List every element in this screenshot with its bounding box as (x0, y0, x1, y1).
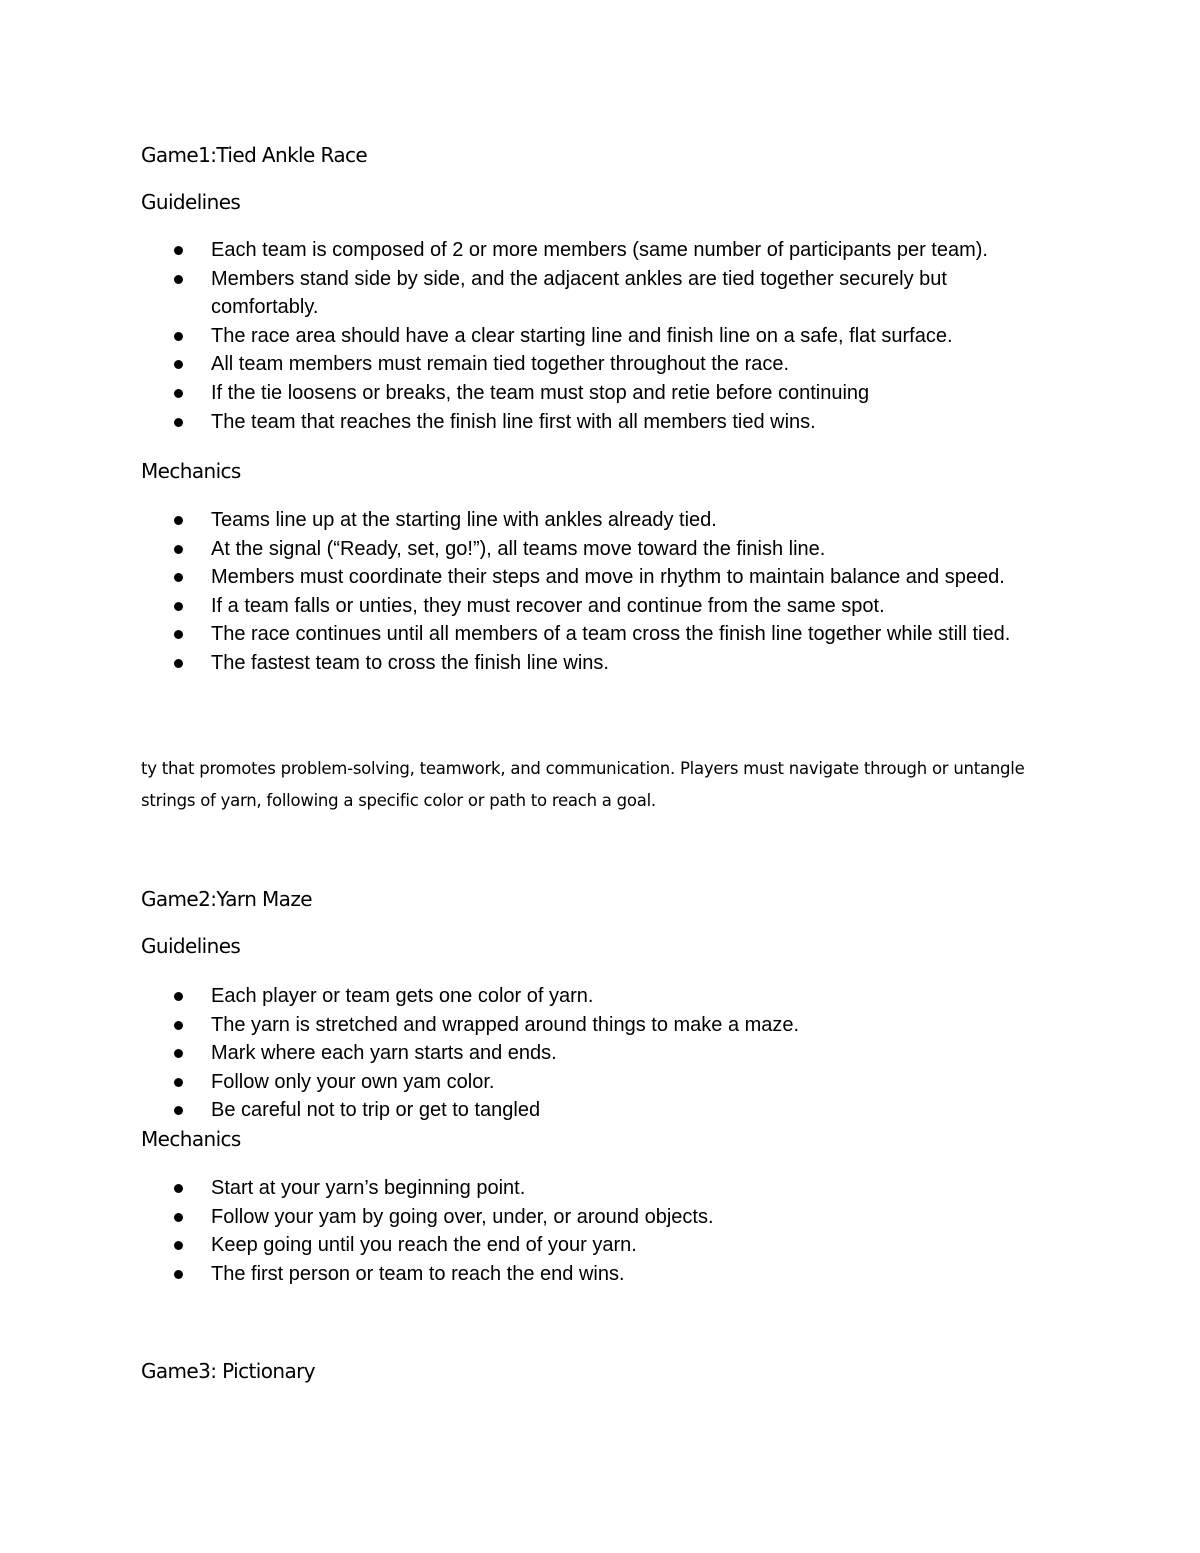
bullet-icon (174, 1270, 183, 1279)
bullet-icon (174, 246, 183, 255)
game1-mechanics-list (0, 506, 1200, 678)
bullet-icon (174, 332, 183, 341)
bullet-icon (174, 992, 183, 1001)
list-item: Start at your yarn’s beginning point. (0, 1174, 1200, 1203)
bullet-icon (174, 602, 183, 611)
list-item: Each team is composed of 2 or more members (same number of participants per team). (0, 236, 1200, 265)
bullet-icon (174, 1078, 183, 1087)
game1-note-paragraph: ty that promotes problem-solving, teamwork, and communication. Players must navigate through or untangle strings of yarn, following a specific color or path to reach a goal. (141, 759, 1025, 810)
list-item: Teams line up at the starting line with ankles already tied. (0, 506, 1200, 535)
bullet-icon (174, 360, 183, 369)
bullet-icon (174, 573, 183, 582)
bullet-icon (174, 1213, 183, 1222)
bullet-icon (174, 1021, 183, 1030)
bullet-icon (174, 545, 183, 554)
game2-mechanics-list (0, 1174, 1200, 1288)
bullet-icon (174, 275, 183, 284)
list-item: The first person or team to reach the end wins. (0, 1260, 1200, 1289)
bullet-icon (174, 1184, 183, 1193)
game2-mechanics-heading: Mechanics (141, 1127, 241, 1151)
list-item: Members stand side by side, and the adjacent ankles are tied together securely but comfortably. (0, 265, 1200, 322)
list-item: At the signal (“Ready, set, go!”), all teams move toward the finish line. (0, 535, 1200, 564)
bullet-icon (174, 1049, 183, 1058)
game1-guidelines-list (0, 236, 1200, 436)
list-item: Be careful not to trip or get to tangled (0, 1096, 1200, 1125)
game2-guidelines-heading: Guidelines (141, 934, 241, 958)
list-item: If a team falls or unties, they must recover and continue from the same spot. (0, 592, 1200, 621)
bullet-icon (174, 516, 183, 525)
bullet-icon (174, 1106, 183, 1115)
game1-guidelines-heading: Guidelines (141, 190, 241, 214)
list-item: The race continues until all members of a team cross the finish line together while still tied. (0, 620, 1200, 649)
bullet-icon (174, 418, 183, 427)
list-item: The yarn is stretched and wrapped around things to make a maze. (0, 1011, 1200, 1040)
list-item: The team that reaches the finish line first with all members tied wins. (0, 408, 1200, 437)
list-item: Follow your yam by going over, under, or around objects. (0, 1203, 1200, 1232)
game2-title: Game2:Yarn Maze (141, 887, 312, 911)
game1-title: Game1:Tied Ankle Race (141, 143, 368, 167)
game3-title: Game3: Pictionary (141, 1359, 315, 1383)
list-item: Mark where each yarn starts and ends. (0, 1039, 1200, 1068)
game1-mechanics-heading: Mechanics (141, 459, 241, 483)
list-item: Keep going until you reach the end of your yarn. (0, 1231, 1200, 1260)
list-item: Each player or team gets one color of yarn. (0, 982, 1200, 1011)
game2-guidelines-list (0, 982, 1200, 1125)
list-item: The race area should have a clear starting line and finish line on a safe, flat surface. (0, 322, 1200, 351)
bullet-icon (174, 389, 183, 398)
list-item: Members must coordinate their steps and move in rhythm to maintain balance and speed. (0, 563, 1200, 592)
list-item: If the tie loosens or breaks, the team must stop and retie before continuing (0, 379, 1200, 408)
bullet-icon (174, 659, 183, 668)
bullet-icon (174, 1241, 183, 1250)
list-item: Follow only your own yam color. (0, 1068, 1200, 1097)
list-item: The fastest team to cross the finish line wins. (0, 649, 1200, 678)
bullet-icon (174, 630, 183, 639)
list-item: All team members must remain tied together throughout the race. (0, 350, 1200, 379)
